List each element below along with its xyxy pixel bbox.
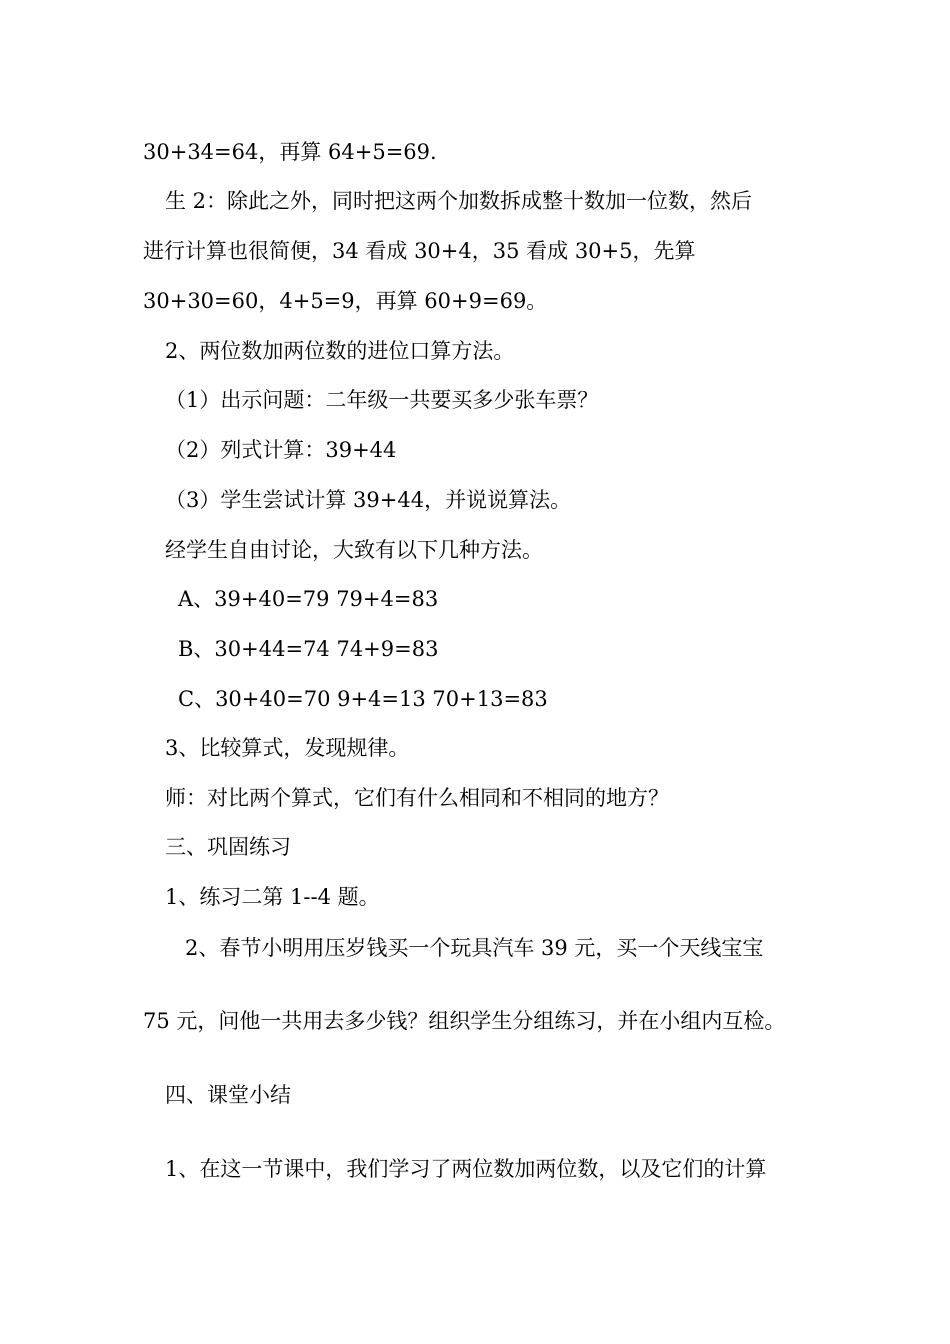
text-line: 75 元，问他一共用去多少钱？组织学生分组练习，并在小组内互检。 bbox=[143, 1009, 786, 1033]
text-line: B、30+44=74 74+9=83 bbox=[178, 637, 439, 661]
text-line: 3、比较算式，发现规律。 bbox=[165, 736, 410, 760]
text-line: 2、两位数加两位数的进位口算方法。 bbox=[165, 339, 515, 363]
text-line: 2、春节小明用压岁钱买一个玩具汽车 39 元，买一个天线宝宝 bbox=[185, 936, 764, 960]
text-line: （3）学生尝试计算 39+44，并说说算法。 bbox=[165, 488, 572, 512]
text-line: 三、巩固练习 bbox=[165, 835, 291, 859]
text-line: 30+30=60，4+5=9，再算 60+9=69。 bbox=[143, 289, 548, 313]
text-line: 师：对比两个算式，它们有什么相同和不相同的地方？ bbox=[165, 786, 669, 810]
text-line: 四、课堂小结 bbox=[165, 1083, 291, 1107]
text-line: （1）出示问题：二年级一共要买多少张车票？ bbox=[165, 388, 599, 412]
text-line: （2）列式计算：39+44 bbox=[165, 438, 397, 462]
text-line: 1、在这一节课中，我们学习了两位数加两位数，以及它们的计算 bbox=[165, 1157, 767, 1181]
text-line: 30+34=64，再算 64+5=69. bbox=[143, 140, 437, 164]
text-line: 进行计算也很简便，34 看成 30+4，35 看成 30+5，先算 bbox=[143, 239, 696, 263]
text-line: C、30+40=70 9+4=13 70+13=83 bbox=[178, 687, 548, 711]
text-line: 1、练习二第 1--4 题。 bbox=[165, 885, 380, 909]
text-line: 经学生自由讨论，大致有以下几种方法。 bbox=[165, 538, 543, 562]
text-line: A、39+40=79 79+4=83 bbox=[178, 587, 439, 611]
text-line: 生 2：除此之外，同时把这两个加数拆成整十数加一位数，然后 bbox=[165, 189, 753, 213]
